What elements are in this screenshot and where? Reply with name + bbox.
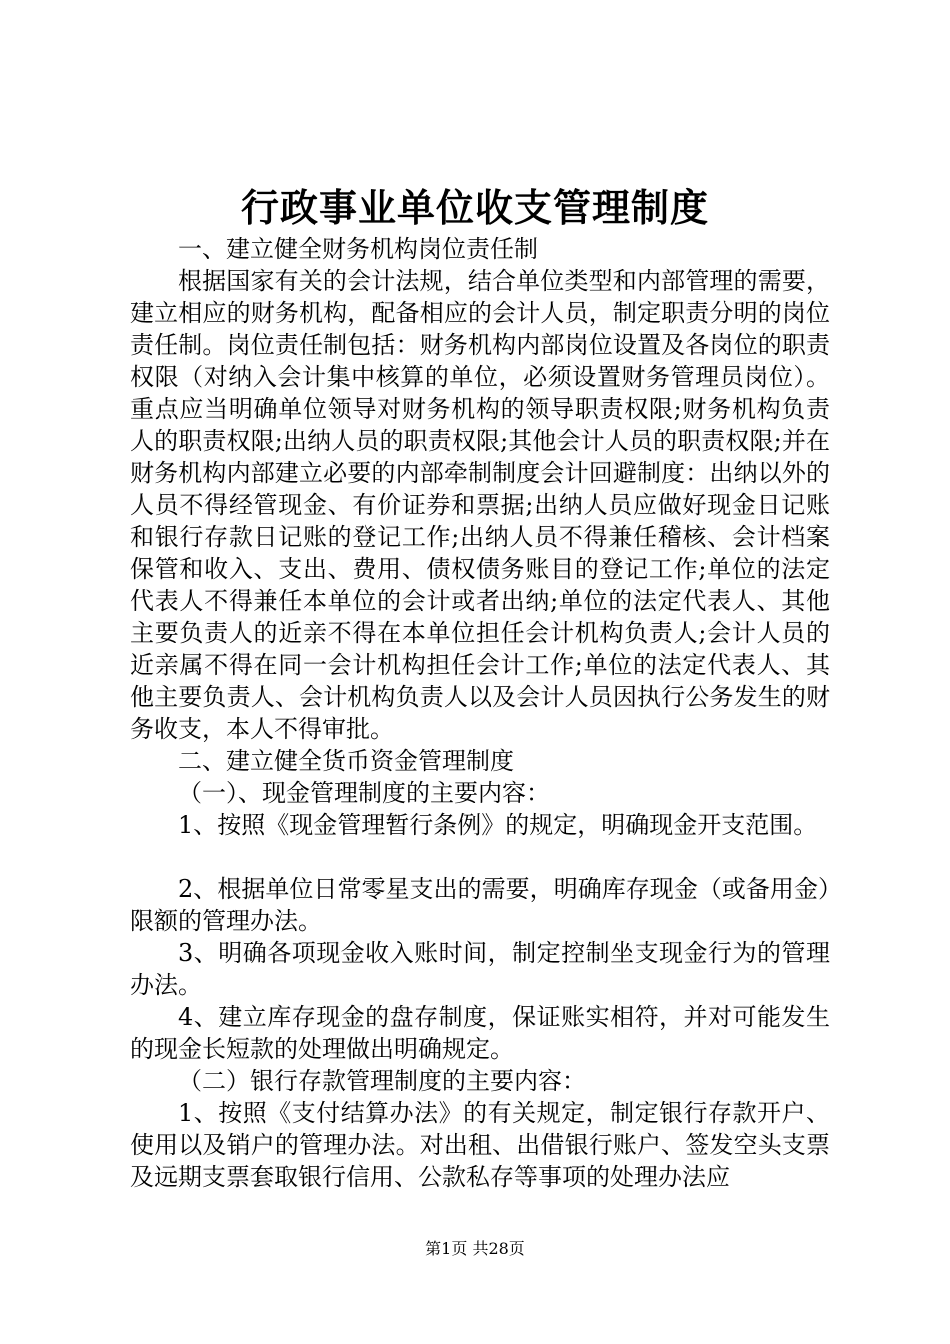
list-item-cash-2: 2、根据单位日常零星支出的需要，明确库存现金（或备用金）限额的管理办法。: [130, 875, 830, 935]
section-heading-1: 一、建立健全财务机构岗位责任制: [178, 235, 538, 263]
subsection-heading-cash: （一）、现金管理制度的主要内容：: [178, 779, 550, 807]
document-body: [130, 233, 830, 1193]
list-item-bank-1: 1、按照《支付结算办法》的有关规定，制定银行存款开户、使用以及销户的管理办法。对出租、出借银行账户、签发空头支票及远期支票套取银行信用、公款私存等事项的处理办法应: [130, 1099, 830, 1191]
section-heading-2: 二、建立健全货币资金管理制度: [178, 747, 514, 775]
list-item-cash-1: 1、按照《现金管理暂行条例》的规定，明确现金开支范围。: [178, 811, 818, 839]
page-footer: 第1页 共28页: [425, 1239, 525, 1258]
list-item-cash-4: 4、建立库存现金的盘存制度，保证账实相符，并对可能发生的现金长短款的处理做出明确规定。: [130, 1003, 830, 1063]
list-item-cash-3: 3、明确各项现金收入账时间，制定控制坐支现金行为的管理办法。: [130, 939, 830, 999]
subsection-heading-bank: （二）银行存款管理制度的主要内容：: [178, 1067, 586, 1095]
document-title: 行政事业单位收支管理制度: [240, 185, 709, 230]
paragraph-responsibility: 根据国家有关的会计法规，结合单位类型和内部管理的需要，建立相应的财务机构，配备相应的会计人员，制定职责分明的岗位责任制。岗位责任制包括：财务机构内部岗位设置及各岗位的职责权限（对纳入会计集中核算的单位，必须设置财务管理员岗位）。重点应当明确单位领导对财务机构的领导职责权限;财务机构负责人的职责权限;出纳人员的职责权限;其他会计人员的职责权限;并在财务机构内部建立必要的内部牵制制度会计回避制度：出纳以外的人员不得经管现金、有价证券和票据;出纳人员应做好现金日记账和银行存款日记账的登记工作;出纳人员不得兼任稽核、会计档案保管和收入、支出、费用、债权债务账目的登记工作;单位的法定代表人不得兼任本单位的会计或者出纳;单位的法定代表人、其他主要负责人的近亲不得在本单位担任会计机构负责人;会计人员的近亲属不得在同一会计机构担任会计工作;单位的法定代表人、其他主要负责人、会计机构负责人以及会计人员因执行公务发生的财务收支，本人不得审批。: [130, 267, 830, 743]
